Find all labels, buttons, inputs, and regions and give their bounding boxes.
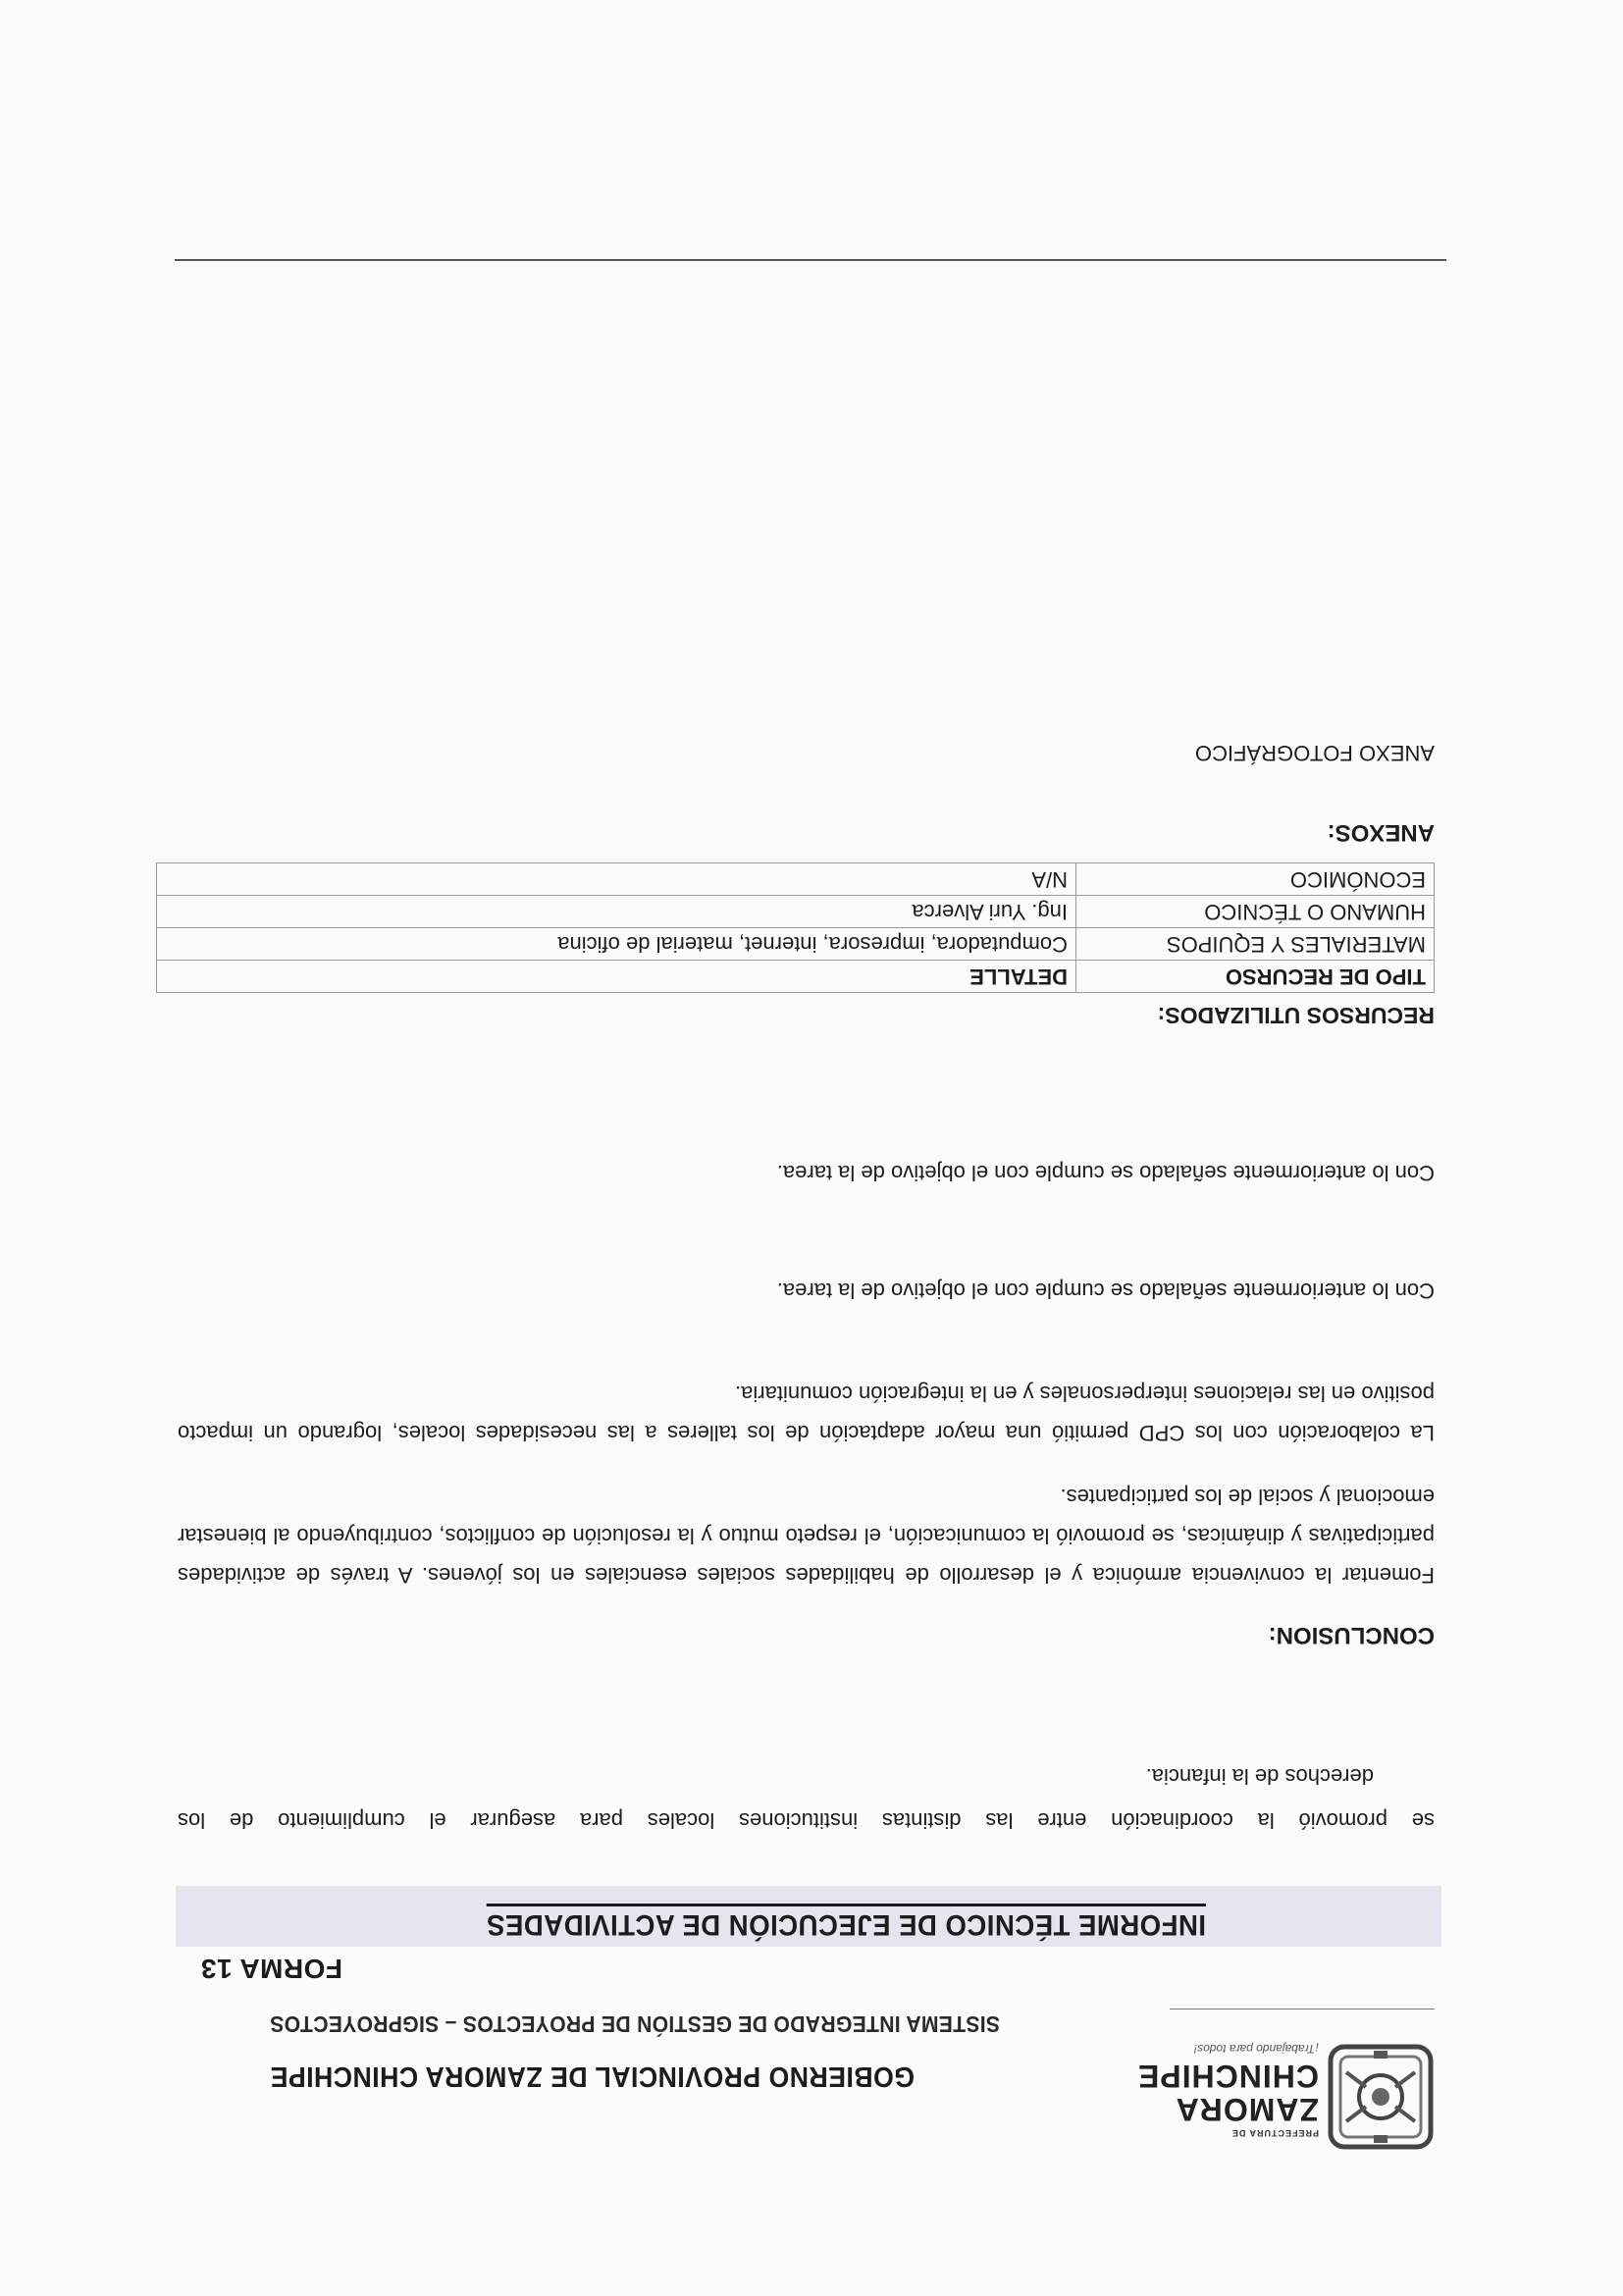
table-header-cell: DETALLE bbox=[157, 961, 1076, 993]
report-title: INFORME TÉCNICO DE EJECUCIÓN DE ACTIVIDADES bbox=[487, 1904, 1206, 1941]
conclusion-paragraph-2: La colaboración con los CPD permitió una mayor adaptación de los talleres a las necesidades locales, logrando un impacto positivo en las relaciones interpersonales y en la integración comunitaria. bbox=[178, 1382, 1435, 1445]
table-cell: MATERIALES Y EQUIPOS bbox=[1076, 928, 1435, 961]
conclusion-paragraph-3: Con lo anteriormente señalado se cumple con el objetivo de la tarea. bbox=[776, 1278, 1435, 1303]
intro-line-2: derechos de la infancia. bbox=[1145, 1764, 1374, 1789]
logo-zamora-text: ZAMORA bbox=[1175, 2092, 1319, 2127]
photo-annex-label: ANEXO FOTOGRÁFICO bbox=[1194, 741, 1435, 765]
table-cell: Computadora, impresora, internet, material de oficina bbox=[157, 928, 1076, 961]
table-cell: Ing. Yuri Alverca bbox=[157, 896, 1076, 928]
resources-table bbox=[156, 862, 1435, 993]
page-divider bbox=[175, 259, 1446, 261]
logo-prefectura-text: PREFECTURA DE bbox=[1230, 2128, 1319, 2138]
conclusion-heading: CONCLUSION: bbox=[1268, 1622, 1435, 1648]
form-number: FORMA 13 bbox=[200, 1954, 342, 1984]
resources-heading: RECURSOS UTILIZADOS: bbox=[1157, 1003, 1435, 1028]
logo-slogan: ¡Trabajando para todos! bbox=[1193, 2042, 1319, 2056]
table-header-cell: TIPO DE RECURSO bbox=[1076, 961, 1435, 993]
logo-chinchipe-text: CHINCHIPE bbox=[1136, 2059, 1319, 2094]
table-cell: HUMANO O TÉCNICO bbox=[1076, 896, 1435, 928]
annexes-heading: ANEXOS: bbox=[1327, 819, 1435, 846]
government-title: GOBIERNO PROVINCIAL DE ZAMORA CHINCHIPE bbox=[270, 2061, 915, 2092]
table-cell: ECONÓMICO bbox=[1076, 863, 1435, 896]
prefectura-logo bbox=[1136, 2042, 1435, 2151]
conclusion-paragraph-4: Con lo anteriormente señalado se cumple con el objetivo de la tarea. bbox=[776, 1161, 1435, 1185]
table-cell: N/A bbox=[157, 863, 1076, 896]
intro-line-1: se promovió la coordinación entre las distintas instituciones locales para asegurar el cumplimiento de los bbox=[178, 1808, 1435, 1833]
conclusion-paragraph-1: Fomentar la convivencia armónica y el desarrollo de habilidades sociales esenciales en los jóvenes. A través de actividades participativas y dinámicas, se promovió la comunicación, el respeto mutuo y la resolución de conflictos, contribuyendo al bienestar emocional y social de los participantes. bbox=[178, 1485, 1435, 1588]
table-row bbox=[157, 896, 1435, 928]
system-title: SISTEMA INTEGRADO DE GESTIÓN DE PROYECTOS – SIGPROYECTOS bbox=[269, 2011, 1000, 2037]
prefectura-emblem-icon bbox=[1327, 2043, 1435, 2151]
table-row bbox=[157, 863, 1435, 896]
table-header-row bbox=[157, 961, 1435, 993]
table-row bbox=[157, 928, 1435, 961]
